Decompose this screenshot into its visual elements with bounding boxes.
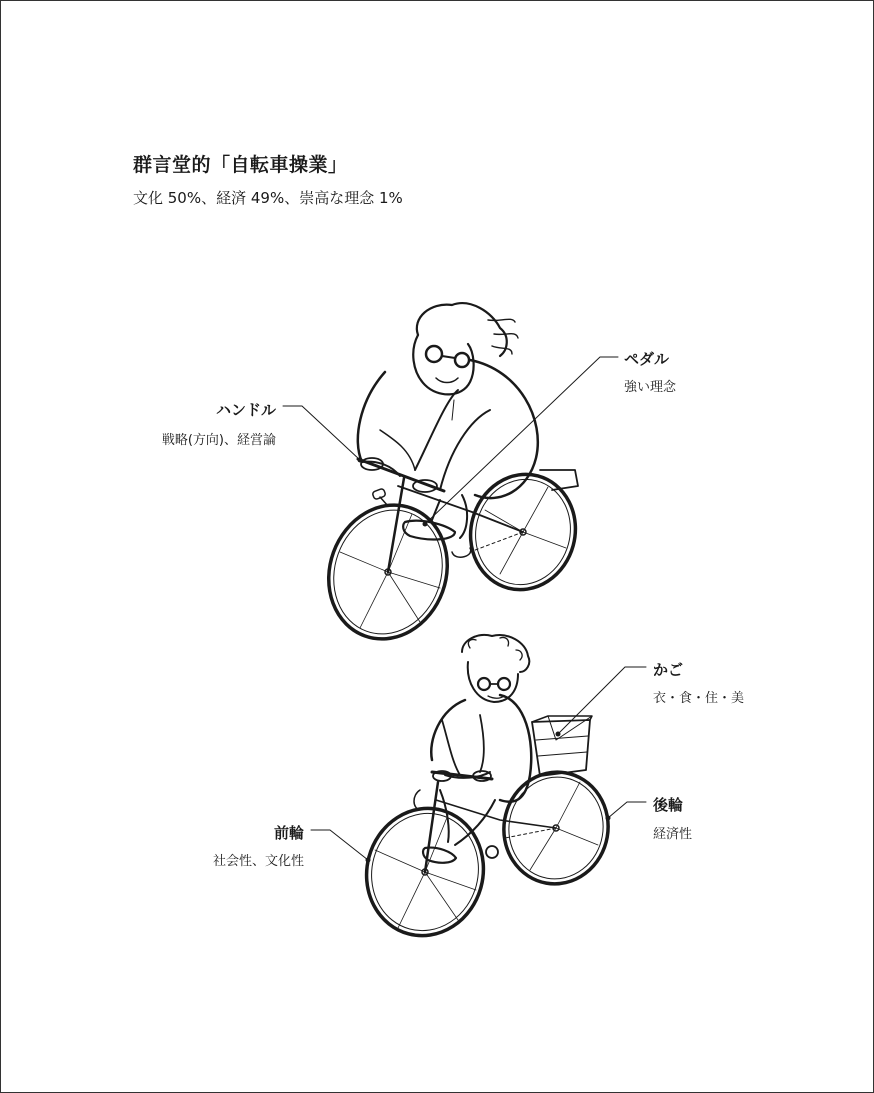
basket-description: 衣・食・住・美 [653,691,745,706]
rear-wheel-label: 後輪 [653,796,684,814]
basket-shape [532,716,592,776]
handle-leader-line [283,406,360,460]
front-wheel-leader-line [311,830,368,860]
basket-label: かご [653,661,684,679]
pedal-description: 強い理念 [624,380,677,395]
rear-wheel-leader-line [608,802,646,818]
cyclist-man-illustration [310,303,588,656]
rear-wheel-description: 経済性 [653,827,693,842]
front-wheel-description: 社会性、文化性 [212,854,304,869]
page-title: 群言堂的「自転車操業」 [133,154,348,176]
pedal-leader-line [425,357,618,524]
handle-label: ハンドル [215,401,276,419]
front-wheel-label: 前輪 [273,824,304,842]
handle-description: 戦略(方向)、経営論 [161,433,276,448]
basket-leader-line [558,667,646,734]
page-subtitle: 文化 50%、経済 49%、崇高な理念 1% [133,189,403,207]
cyclist-woman-illustration [352,635,617,949]
pedal-label: ペダル [624,350,670,368]
